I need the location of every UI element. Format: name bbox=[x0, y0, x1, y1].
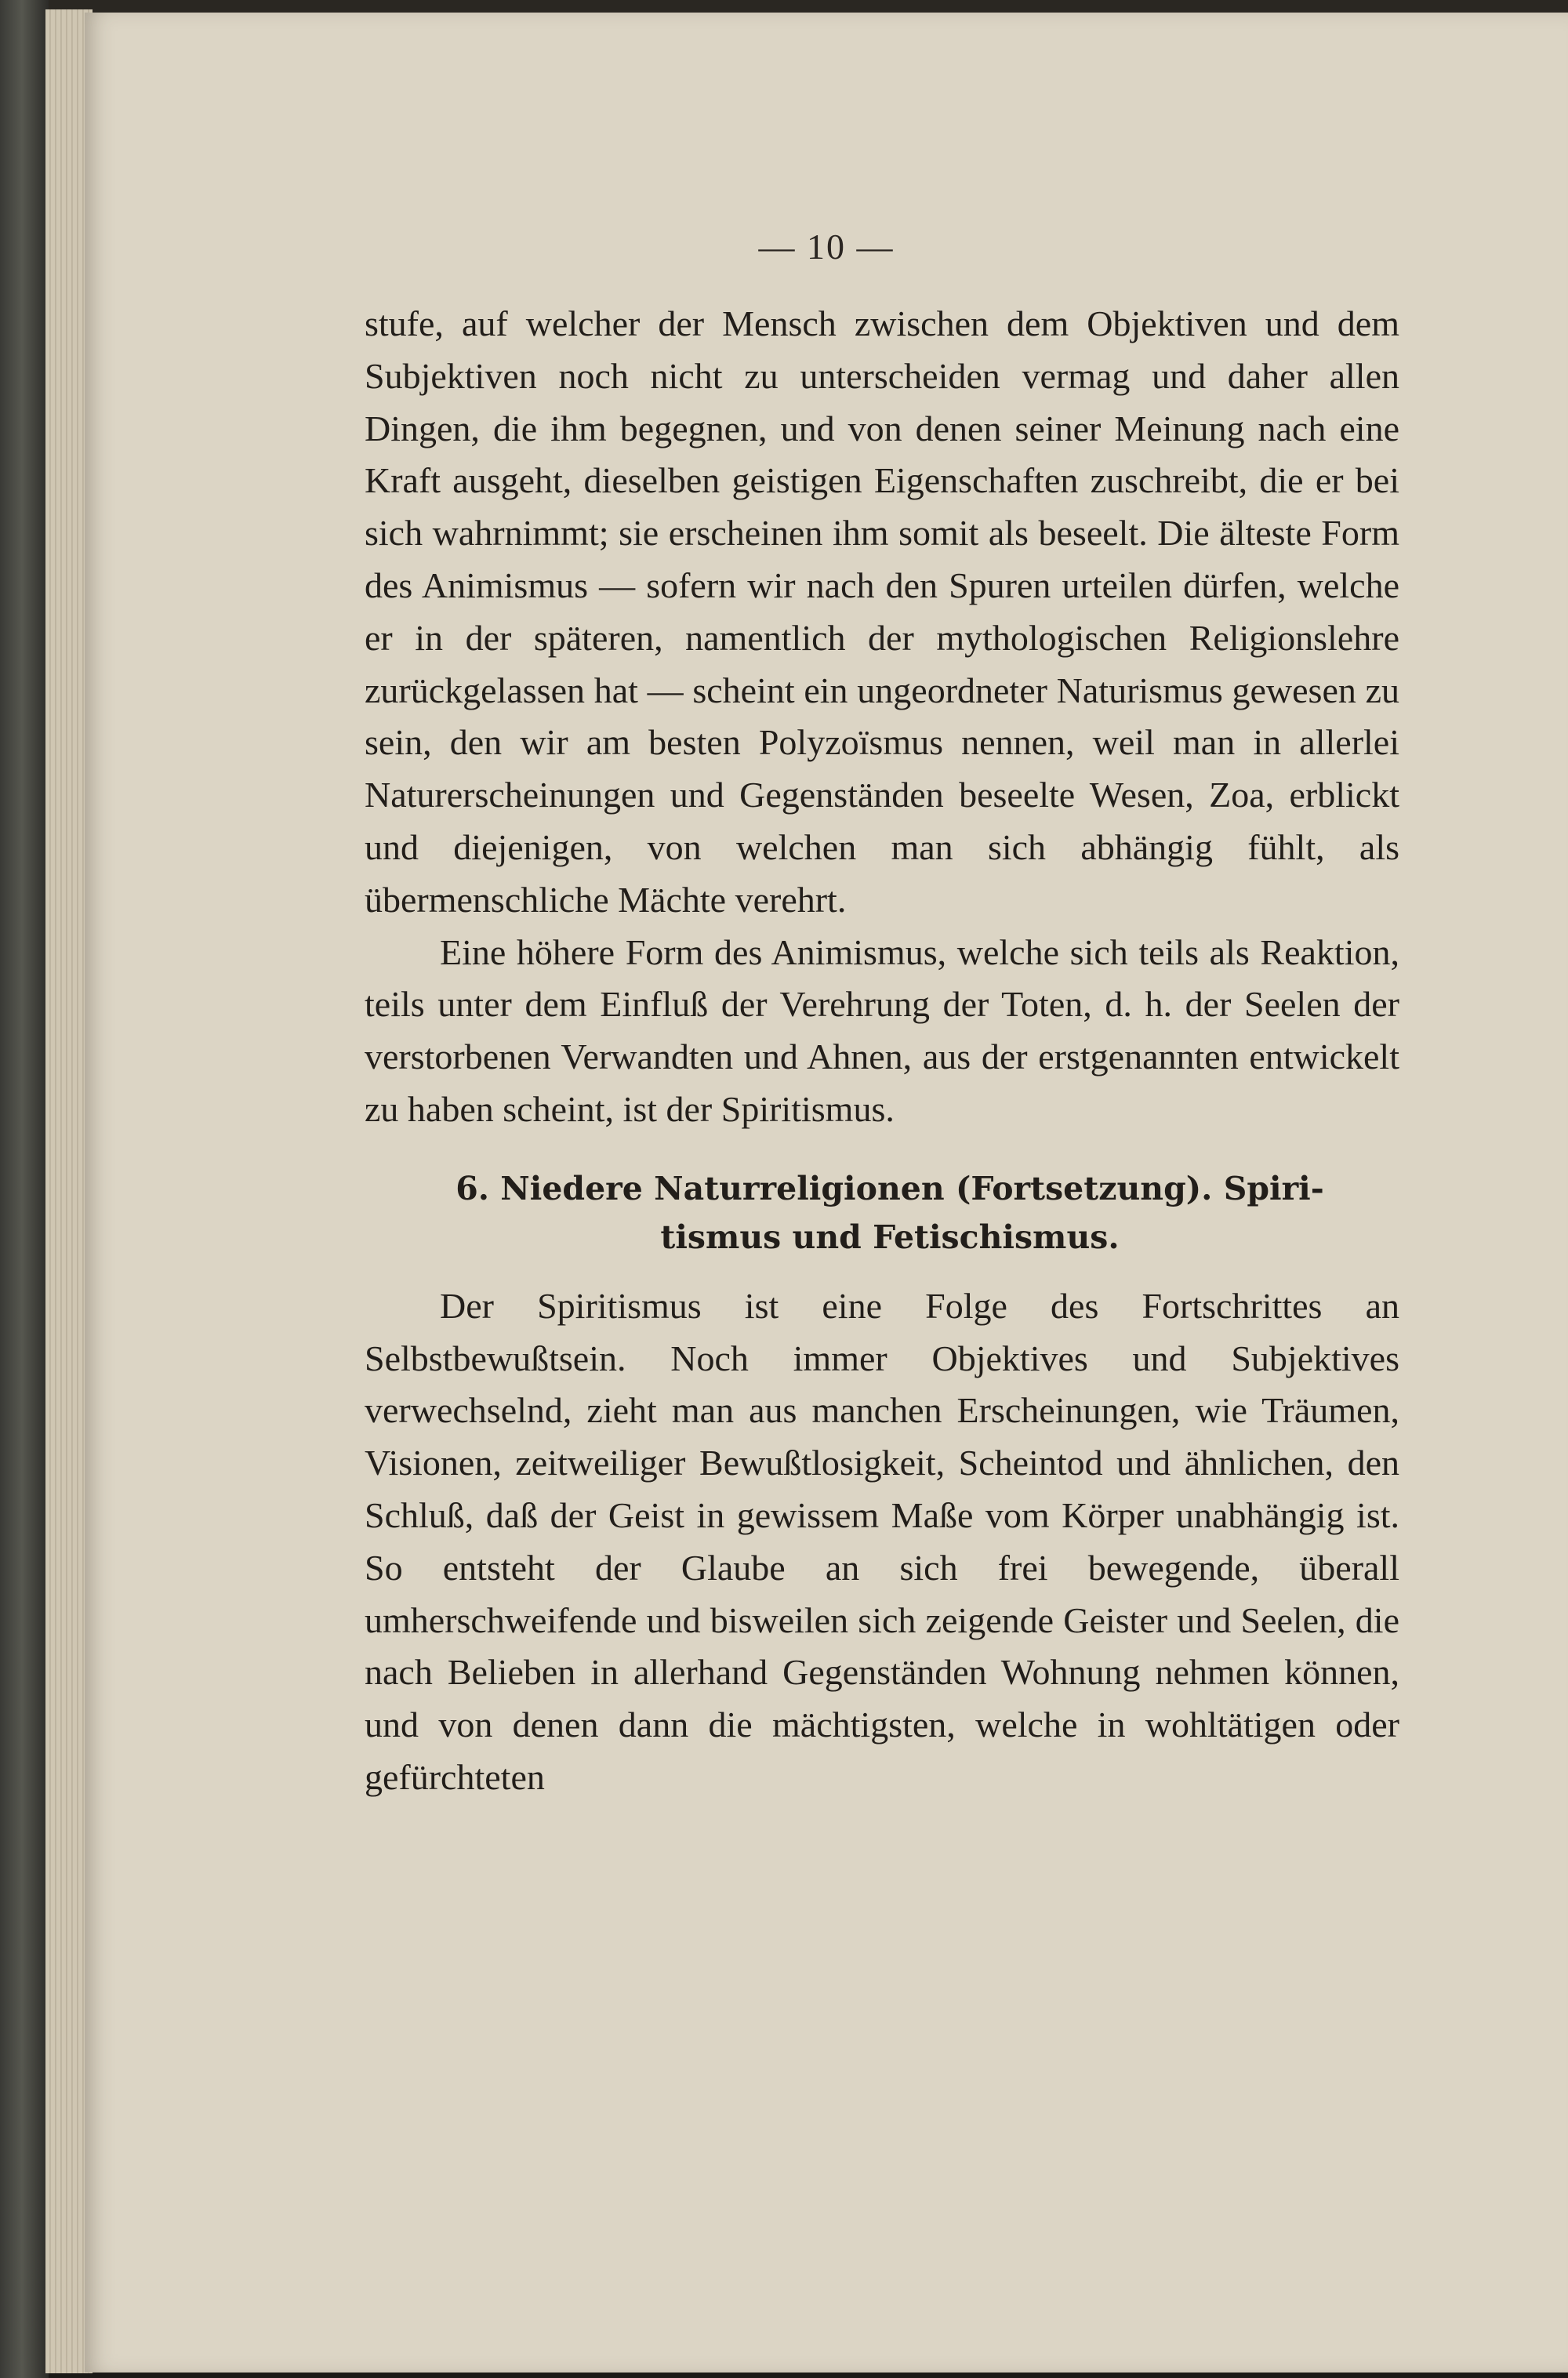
scan-top-edge bbox=[0, 0, 1568, 13]
paragraph-spiritismus: Der Spiritismus ist eine Folge des Fortschrittes an Selbstbewußtsein. Noch immer Objektives und Subjektives verwechselnd, zieht man aus manchen Erscheinungen, wie Träumen, Visionen, zeitweiliger Bewußtlosigkeit, Scheintod und ähnlichen, den Schluß, daß der Geist in gewissem Maße vom Körper unabhängig ist. So entsteht der Glaube an sich frei bewegende, überall umherschweifende und bisweilen sich zeigende Geister und Seelen, die nach Belieben in allerhand Gegenständen Wohnung nehmen können, und von denen dann die mächtigsten, welche in wohltätigen oder gefürchteten bbox=[365, 1285, 1399, 1797]
book-cover-edge bbox=[0, 0, 49, 2378]
section-heading-line-1: 6. Niedere Naturreligionen (Fortsetzung). Spiri- bbox=[456, 1169, 1324, 1207]
paragraph-hoehere-form: Eine höhere Form des Animismus, welche sich teils als Reaktion, teils unter dem Einfluß der Verehrung der Toten, d. h. der Seelen der verstorbenen Verwandten und Ahnen, aus der erstgenannten entwickelt zu haben scheint, ist der Spiritismus. bbox=[365, 931, 1399, 1129]
paragraph-animismus: stufe, auf welcher der Mensch zwischen dem Objektiven und dem Subjektiven noch nicht zu unterscheiden vermag und daher allen Dingen, die ihm begegnen, und von denen seiner Meinung nach eine Kraft ausgeht, dieselben geistigen Eigenschaften zuschreibt, die er bei sich wahrnimmt; sie erscheinen ihm somit als beseelt. Die älteste Form des Animismus — sofern wir nach den Spuren urteilen dürfen, welche er in der späteren, namentlich der mythologischen Religionslehre zurückgelassen hat — scheint ein ungeordneter Naturismus gewesen zu sein, den wir am besten Polyzoïsmus nennen, weil man in allerlei Naturerscheinungen und Gegenständen beseelte Wesen, Zoa, erblickt und diejenigen, von welchen man sich abhängig fühlt, als übermenschliche Mächte verehrt. bbox=[365, 303, 1399, 920]
page-text-block bbox=[365, 298, 1399, 1804]
section-heading bbox=[365, 1164, 1399, 1262]
section-heading-line-2: tismus und Fetischismus. bbox=[660, 1218, 1120, 1256]
page-number: — 10 — bbox=[758, 227, 895, 267]
